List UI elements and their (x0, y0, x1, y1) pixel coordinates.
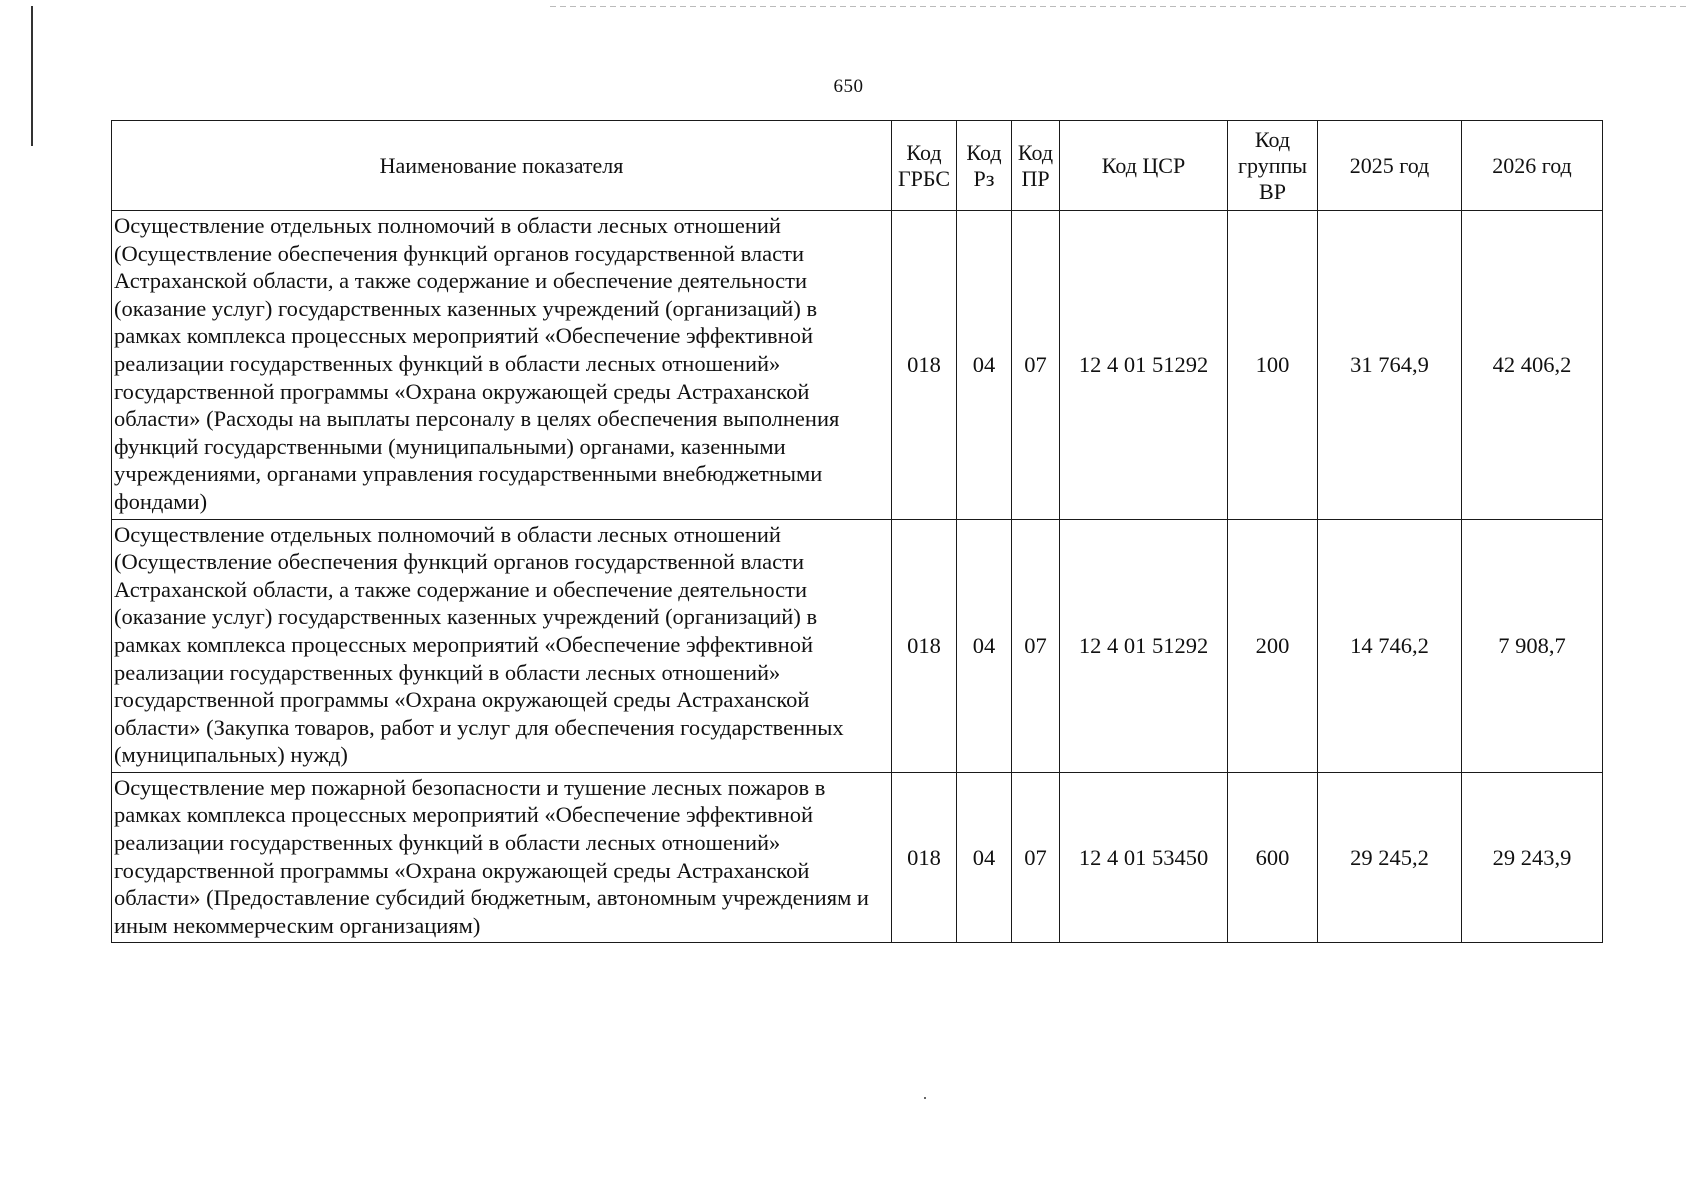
cell-rz-code: 04 (957, 211, 1012, 520)
page-number: 650 (833, 76, 864, 97)
cell-vr-group-code: 600 (1228, 772, 1318, 943)
header-csr-code: Код ЦСР (1060, 121, 1228, 211)
cell-rz-code: 04 (957, 519, 1012, 772)
cell-pr-code: 07 (1012, 772, 1060, 943)
cell-vr-group-code: 100 (1228, 211, 1318, 520)
header-vr-group-code: Код группы ВР (1228, 121, 1318, 211)
cell-amount-2025: 31 764,9 (1318, 211, 1462, 520)
cell-grbs-code: 018 (892, 211, 957, 520)
cell-csr-code: 12 4 01 51292 (1060, 519, 1228, 772)
header-rz-code: Код Рз (957, 121, 1012, 211)
cell-amount-2026: 29 243,9 (1462, 772, 1603, 943)
header-indicator-name: Наименование показателя (112, 121, 892, 211)
cell-pr-code: 07 (1012, 211, 1060, 520)
header-pr-code: Код ПР (1012, 121, 1060, 211)
table-header-row (112, 121, 1603, 211)
cell-pr-code: 07 (1012, 519, 1060, 772)
table-row (112, 519, 1603, 772)
scan-edge-top (550, 6, 1690, 7)
cell-grbs-code: 018 (892, 519, 957, 772)
cell-indicator-name: Осуществление мер пожарной безопасности и тушение лесных пожаров в рамках комплекса процессных мероприятий «Обеспечение эффективной реализации государственных функций в области лесных отношений» государственной программы «Охрана окружающей среды Астраханской области» (Предоставление субсидий бюджетным, автономным учреждениям и иным некоммерческим организациям) (112, 772, 892, 943)
cell-csr-code: 12 4 01 51292 (1060, 211, 1228, 520)
scan-speck (924, 1097, 926, 1099)
table-row (112, 772, 1603, 943)
cell-indicator-name: Осуществление отдельных полномочий в области лесных отношений (Осуществление обеспечения функций органов государственной власти Астраханской области, а также содержание и обеспечение деятельности (оказание услуг) государственных казенных учреждений (организаций) в рамках комплекса процессных мероприятий «Обеспечение эффективной реализации государственных функций в области лесных отношений» государственной программы «Охрана окружающей среды Астраханской области» (Расходы на выплаты персоналу в целях обеспечения выполнения функций государственными (муниципальными) органами, казенными учреждениями, органами управления государственными внебюджетными фондами) (112, 211, 892, 520)
header-year-2026: 2026 год (1462, 121, 1603, 211)
header-grbs-code: Код ГРБС (892, 121, 957, 211)
cell-amount-2026: 42 406,2 (1462, 211, 1603, 520)
budget-table (111, 120, 1603, 943)
header-year-2025: 2025 год (1318, 121, 1462, 211)
cell-csr-code: 12 4 01 53450 (1060, 772, 1228, 943)
cell-grbs-code: 018 (892, 772, 957, 943)
table-row (112, 211, 1603, 520)
cell-rz-code: 04 (957, 772, 1012, 943)
cell-indicator-name: Осуществление отдельных полномочий в области лесных отношений (Осуществление обеспечения функций органов государственной власти Астраханской области, а также содержание и обеспечение деятельности (оказание услуг) государственных казенных учреждений (организаций) в рамках комплекса процессных мероприятий «Обеспечение эффективной реализации государственных функций в области лесных отношений» государственной программы «Охрана окружающей среды Астраханской области» (Закупка товаров, работ и услуг для обеспечения государственных (муниципальных) нужд) (112, 519, 892, 772)
cell-amount-2026: 7 908,7 (1462, 519, 1603, 772)
cell-amount-2025: 14 746,2 (1318, 519, 1462, 772)
cell-vr-group-code: 200 (1228, 519, 1318, 772)
cell-amount-2025: 29 245,2 (1318, 772, 1462, 943)
